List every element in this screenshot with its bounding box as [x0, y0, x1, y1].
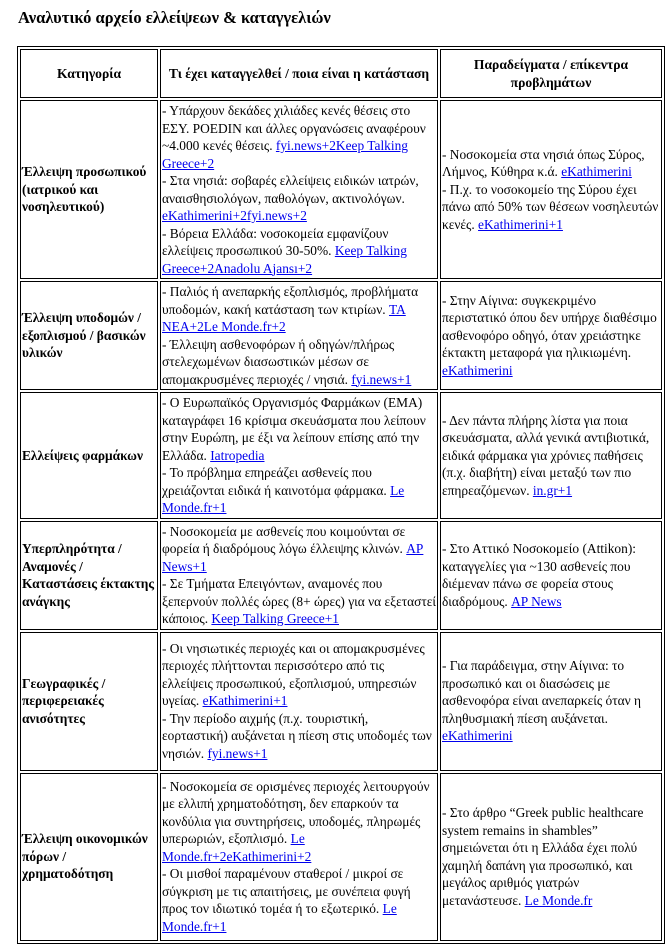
source-link[interactable]: Le Monde.fr+1 — [162, 482, 405, 515]
status-cell — [160, 100, 438, 279]
source-link[interactable]: AP News — [511, 593, 562, 609]
source-link[interactable]: Iatropedia — [210, 447, 265, 463]
table-row — [20, 632, 662, 771]
examples-item — [442, 412, 660, 500]
item-text: - Δεν πάντα πλήρης λίστα για ποια σκευάσματα, αλλά γενικά αντιβιοτικά, ειδικά φάρμακα για χρόνιες παθήσεις (π.χ. διαβήτη) είναι μεταξύ των πιο επηρεαζόμενων. — [442, 412, 650, 498]
source-link[interactable]: eKathimerini+2fyi.news+2 — [162, 208, 307, 223]
status-item — [162, 283, 436, 336]
item-text: - Στο άρθρο “Greek public healthcare system remains in shambles” σημειώνεται ότι η Ελλάδα έχει πολύ χαμηλή δαπάνη για προσωπικό, και μεγάλος αριθμός γιατρών μετανάστευσε. — [442, 805, 644, 908]
examples-item — [442, 657, 660, 745]
table-header-row — [20, 49, 662, 98]
status-item — [162, 710, 436, 763]
status-cell — [160, 281, 438, 390]
source-link[interactable]: fyi.news+2Keep Talking Greece+2 — [162, 138, 408, 171]
source-link[interactable]: eKathimerini — [561, 164, 632, 180]
status-cell — [160, 521, 438, 630]
item-text: - Σε Τμήματα Επειγόντων, αναμονές που ξεπερνούν πολλές ώρες (8+ ώρες) για να εξεταστεί κάποιος. — [162, 576, 436, 626]
category-cell: Έλλειψη προσωπικού (ιατρικού και νοσηλευτικού) — [20, 100, 158, 279]
status-cell — [160, 773, 438, 941]
status-item — [162, 575, 436, 628]
examples-cell — [440, 100, 662, 279]
shortages-table — [17, 46, 665, 944]
table-row — [20, 392, 662, 519]
item-text: - Έλλειψη ασθενοφόρων ή οδηγών/πλήρως στελεχωμένων διασωστικών μέσων σε απομακρυσμένες περιοχές / νησιά. — [162, 336, 395, 387]
source-link[interactable]: fyi.news+1 — [207, 745, 268, 761]
examples-cell — [440, 392, 662, 519]
item-text: - Π.χ. το νοσοκομείο της Σύρου έχει πάνω από 50% των θέσεων νοσηλευτών κενές. — [442, 181, 659, 232]
examples-cell — [440, 521, 662, 630]
examples-cell — [440, 773, 662, 941]
status-item — [162, 865, 436, 935]
item-text: - Στο Αττικό Νοσοκομείο (Attikon): καταγγελίες για ~130 ασθενείς που διέμεναν πάνω σε φορεία στους διαδρόμους. — [442, 541, 637, 609]
source-link[interactable]: Keep Talking Greece+1 — [211, 611, 339, 626]
item-text: - Στην Αίγινα: συγκεκριμένο περιστατικό όπου δεν υπήρχε διαθέσιμο ασθενοφόρο οδηγό, όταν χρειάστηκε έκτακτη μεταφορά για ηλικιωμένη. — [442, 292, 657, 361]
item-text: - Ο Ευρωπαϊκός Οργανισμός Φαρμάκων (EMA) καταγράφει 16 κρίσιμα σκευάσματα που λείπουν στην Ευρώπη, με έξι να λείπουν επίσης από την Ελλάδα. — [162, 395, 426, 463]
item-text: - Οι νησιωτικές περιοχές και οι απομακρυσμένες περιοχές πλήττονται περισσότερο από τις ελλείψεις προσωπικού, εξοπλισμού, υπηρεσιών υγείας. — [162, 640, 425, 709]
item-text: - Νοσοκομεία σε ορισμένες περιοχές λειτουργούν με ελλιπή χρηματοδότηση, δεν επαρκούν τα κονδύλια για συντηρήσεις, υποδομές, πληρωμές υπερωριών, εξοπλισμό. — [162, 778, 430, 847]
source-link[interactable]: eKathimerini+1 — [478, 216, 563, 232]
status-item — [162, 225, 436, 278]
source-link[interactable]: eKathimerini — [442, 728, 513, 744]
item-text: - Υπάρχουν δεκάδες χιλιάδες κενές θέσεις στο ΕΣΥ. POEDIN και άλλες οργανώσεις αναφέρουν ~4.000 κενές θέσεις. — [162, 103, 426, 153]
item-text: - Το πρόβλημα επηρεάζει ασθενείς που χρειάζονται ειδικά ή καινοτόμα φάρμακα. — [162, 465, 391, 498]
source-link[interactable]: Le Monde.fr+2eKathimerini+2 — [162, 831, 312, 864]
status-item — [162, 172, 436, 225]
status-item — [162, 640, 436, 710]
item-text: - Οι μισθοί παραμένουν σταθεροί / μικροί σε σύγκριση με τις απαιτήσεις, με συνέπεια φυγή προς τον ιδιωτικό τομέα ή το εξωτερικό. — [162, 866, 411, 917]
examples-item — [442, 804, 660, 909]
source-link[interactable]: in.gr+1 — [532, 482, 573, 498]
status-item — [162, 464, 436, 517]
category-cell: Γεωγραφικές / περιφερειακές ανισότητες — [20, 632, 158, 771]
source-link[interactable]: eKathimerini+1 — [202, 693, 288, 709]
examples-item — [442, 181, 660, 234]
status-item — [162, 336, 436, 389]
header-status: Τι έχει καταγγελθεί / ποια είναι η κατάσταση — [160, 49, 438, 98]
source-link[interactable]: Le Monde.fr — [524, 892, 593, 908]
status-cell — [160, 632, 438, 771]
source-link[interactable]: TA NEA+2Le Monde.fr+2 — [162, 301, 406, 334]
table-row — [20, 521, 662, 630]
examples-item — [442, 540, 660, 610]
status-cell — [160, 392, 438, 519]
page-title: Αναλυτικό αρχείο ελλείψεων & καταγγελιών — [18, 8, 331, 27]
examples-cell — [440, 281, 662, 390]
table-row — [20, 773, 662, 941]
header-category: Κατηγορία — [20, 49, 158, 98]
source-link[interactable]: Le Monde.fr+1 — [162, 901, 397, 934]
source-link[interactable]: AP News+1 — [162, 541, 424, 574]
category-cell: Έλλειψη οικονομικών πόρων / χρηματοδότηση — [20, 773, 158, 941]
status-item — [162, 778, 436, 866]
item-text: - Την περίοδο αιχμής (π.χ. τουριστική, εορταστική) αυξάνεται η πίεση στις υποδομές των νησιών. — [162, 710, 432, 761]
examples-item — [442, 292, 660, 380]
category-cell: Υπερπληρότητα / Αναμονές / Καταστάσεις έκτακτης ανάγκης — [20, 521, 158, 630]
source-link[interactable]: fyi.news+1 — [351, 371, 412, 387]
header-examples: Παραδείγματα / επίκεντρα προβλημάτων — [440, 49, 662, 98]
item-text: - Στα νησιά: σοβαρές ελλείψεις ειδικών ιατρών, αναισθησιολόγων, παθολόγων, ακτινολόγων. — [162, 173, 419, 206]
table-row — [20, 281, 662, 390]
source-link[interactable]: eKathimerini — [442, 362, 513, 378]
item-text: - Βόρεια Ελλάδα: νοσοκομεία εμφανίζουν ελλείψεις προσωπικού 30-50%. — [162, 225, 389, 258]
item-text: - Νοσοκομεία με ασθενείς που κοιμούνται σε φορεία ή διαδρόμους λόγω έλλειψης κλινών. — [162, 523, 407, 556]
category-cell: Ελλείψεις φαρμάκων — [20, 392, 158, 519]
examples-cell — [440, 632, 662, 771]
item-text: - Νοσοκομεία στα νησιά όπως Σύρος, Λήμνος, Κύθηρα κ.ά. — [442, 146, 645, 180]
item-text: - Παλιός ή ανεπαρκής εξοπλισμός, προβλήματα υποδομών, κακή κατάσταση των κτιρίων. — [162, 284, 419, 317]
examples-item — [442, 146, 660, 181]
status-item — [162, 394, 436, 464]
table-row — [20, 100, 662, 279]
status-item — [162, 523, 436, 576]
source-link[interactable]: Keep Talking Greece+2Anadolu Ajansı+2 — [162, 243, 407, 276]
status-item — [162, 102, 436, 172]
category-cell: Έλλειψη υποδομών / εξοπλισμού / βασικών υλικών — [20, 281, 158, 390]
item-text: - Για παράδειγμα, στην Αίγινα: το προσωπικό και οι διασώσεις με ασθενοφόρα είναι ανεπαρκείς όταν η πληθυσμιακή πίεση αυξάνεται. — [442, 658, 642, 726]
